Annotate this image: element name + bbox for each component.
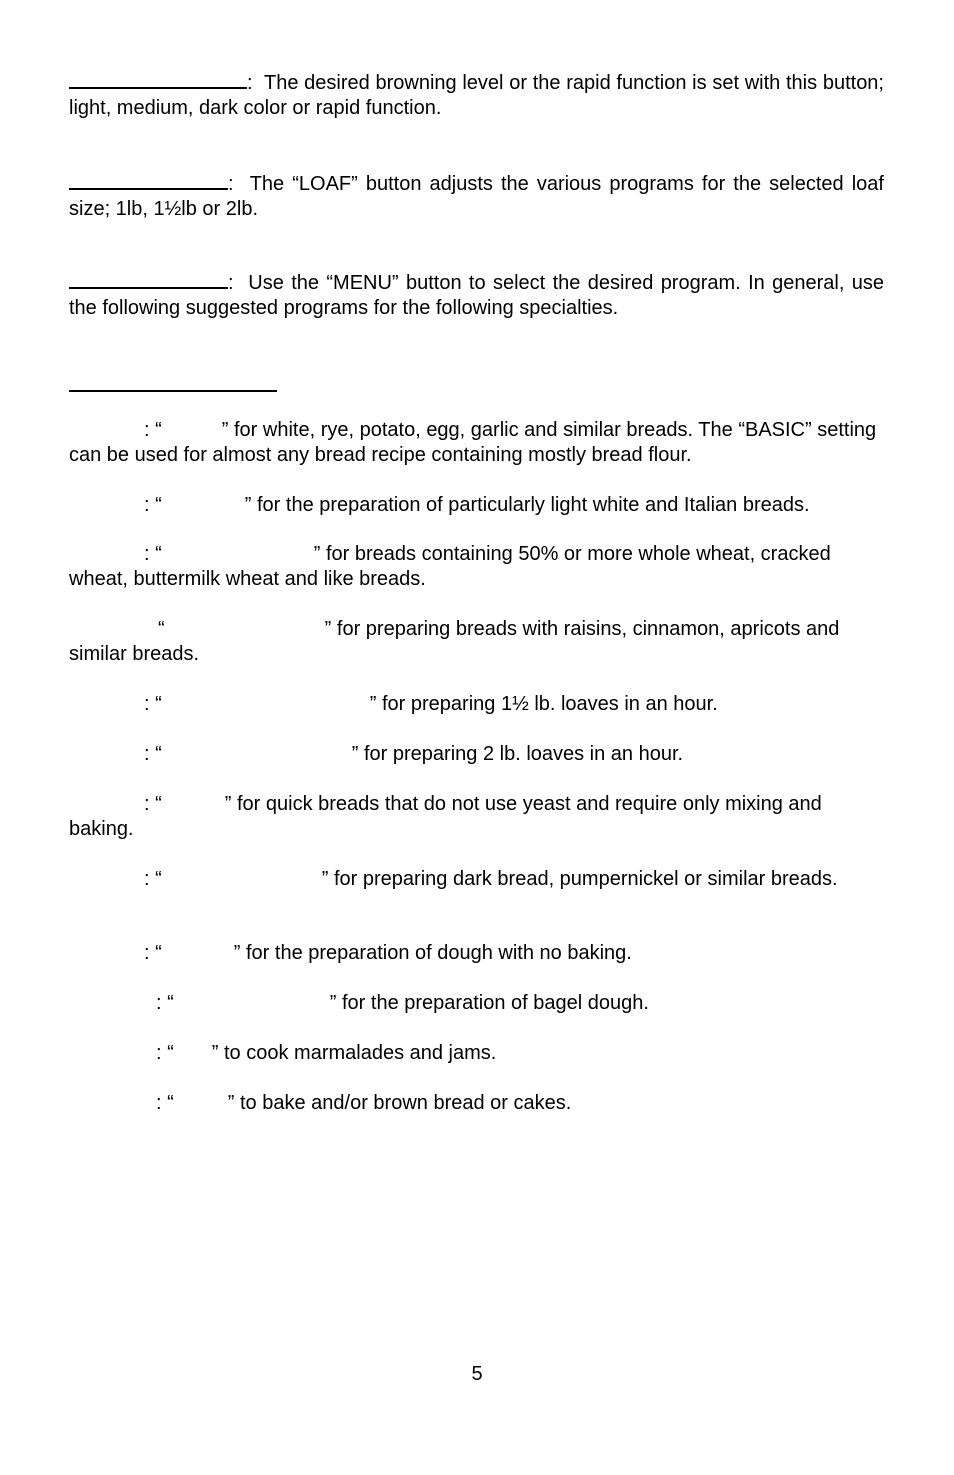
menu-button-text: Use the “MENU” button to select the desired program. In general, use the following suggested programs for the following specialties. [69,272,885,319]
program-dough-open: : “ [144,942,162,964]
program-dark-open: : “ [144,868,162,890]
program-bake-description: ” to bake and/or brown bread or cakes. [227,1092,572,1114]
loaf-button-text: The “LOAF” button adjusts the various programs for the selected loaf size; 1lb, 1½lb or 2lb. [69,173,884,220]
program-quick [69,792,884,842]
program-french [69,493,884,518]
program-whole-wheat-open: : “ [144,543,162,565]
program-jam [69,1041,884,1066]
color-button-text: The desired browning level or the rapid function is set with this button; light, medium, dark color or rapid function. [69,72,884,119]
color-button-description [69,68,884,121]
menu-button-description [69,268,884,321]
program-bake-open: : “ [156,1092,174,1114]
program-basic [69,418,884,468]
program-rapid-1-5lb-description: ” for preparing 1½ lb. loaves in an hour. [369,693,718,715]
program-bagel-description: ” for the preparation of bagel dough. [329,992,649,1014]
program-quick-description: ” for quick breads that do not use yeast and require only mixing and baking. [69,793,822,840]
program-dough-description: ” for the preparation of dough with no baking. [233,942,632,964]
program-sweet-description: ” for preparing breads with raisins, cinnamon, apricots and similar breads. [69,618,840,665]
program-sweet-open: “ [158,618,165,640]
color-button-label-blank [69,68,247,89]
program-french-open: : “ [144,494,162,516]
program-bagel [69,991,884,1016]
page-number: 5 [471,1363,483,1385]
program-bagel-open: : “ [156,992,174,1014]
program-quick-open: : “ [144,793,162,815]
loaf-button-separator: : [228,173,234,195]
program-whole-wheat-description: ” for breads containing 50% or more whole wheat, cracked wheat, buttermilk wheat and like breads. [69,543,831,590]
program-rapid-2lb [69,742,884,767]
program-bake [69,1091,884,1116]
program-basic-open: : “ [144,419,162,441]
program-jam-open: : “ [156,1042,174,1064]
program-french-description: ” for the preparation of particularly light white and Italian breads. [244,494,810,516]
program-sweet [69,617,884,667]
program-dough [69,941,884,966]
program-whole-wheat [69,542,884,592]
program-jam-description: ” to cook marmalades and jams. [211,1042,497,1064]
program-rapid-1-5lb [69,692,884,717]
menu-button-separator: : [228,272,234,294]
program-dark [69,867,884,892]
program-basic-description: ” for white, rye, potato, egg, garlic and similar breads. The “BASIC” setting can be used for almost any bread recipe containing mostly bread flour. [69,419,877,466]
program-rapid-2lb-open: : “ [144,743,162,765]
program-dark-description: ” for preparing dark bread, pumpernickel or similar breads. [321,868,838,890]
menu-button-label-blank [69,268,228,289]
loaf-button-label-blank [69,169,228,190]
programs-heading-underline [69,390,277,392]
color-button-separator: : [247,72,253,94]
loaf-button-description [69,169,884,222]
program-rapid-1-5lb-open: : “ [144,693,162,715]
program-rapid-2lb-description: ” for preparing 2 lb. loaves in an hour. [351,743,684,765]
